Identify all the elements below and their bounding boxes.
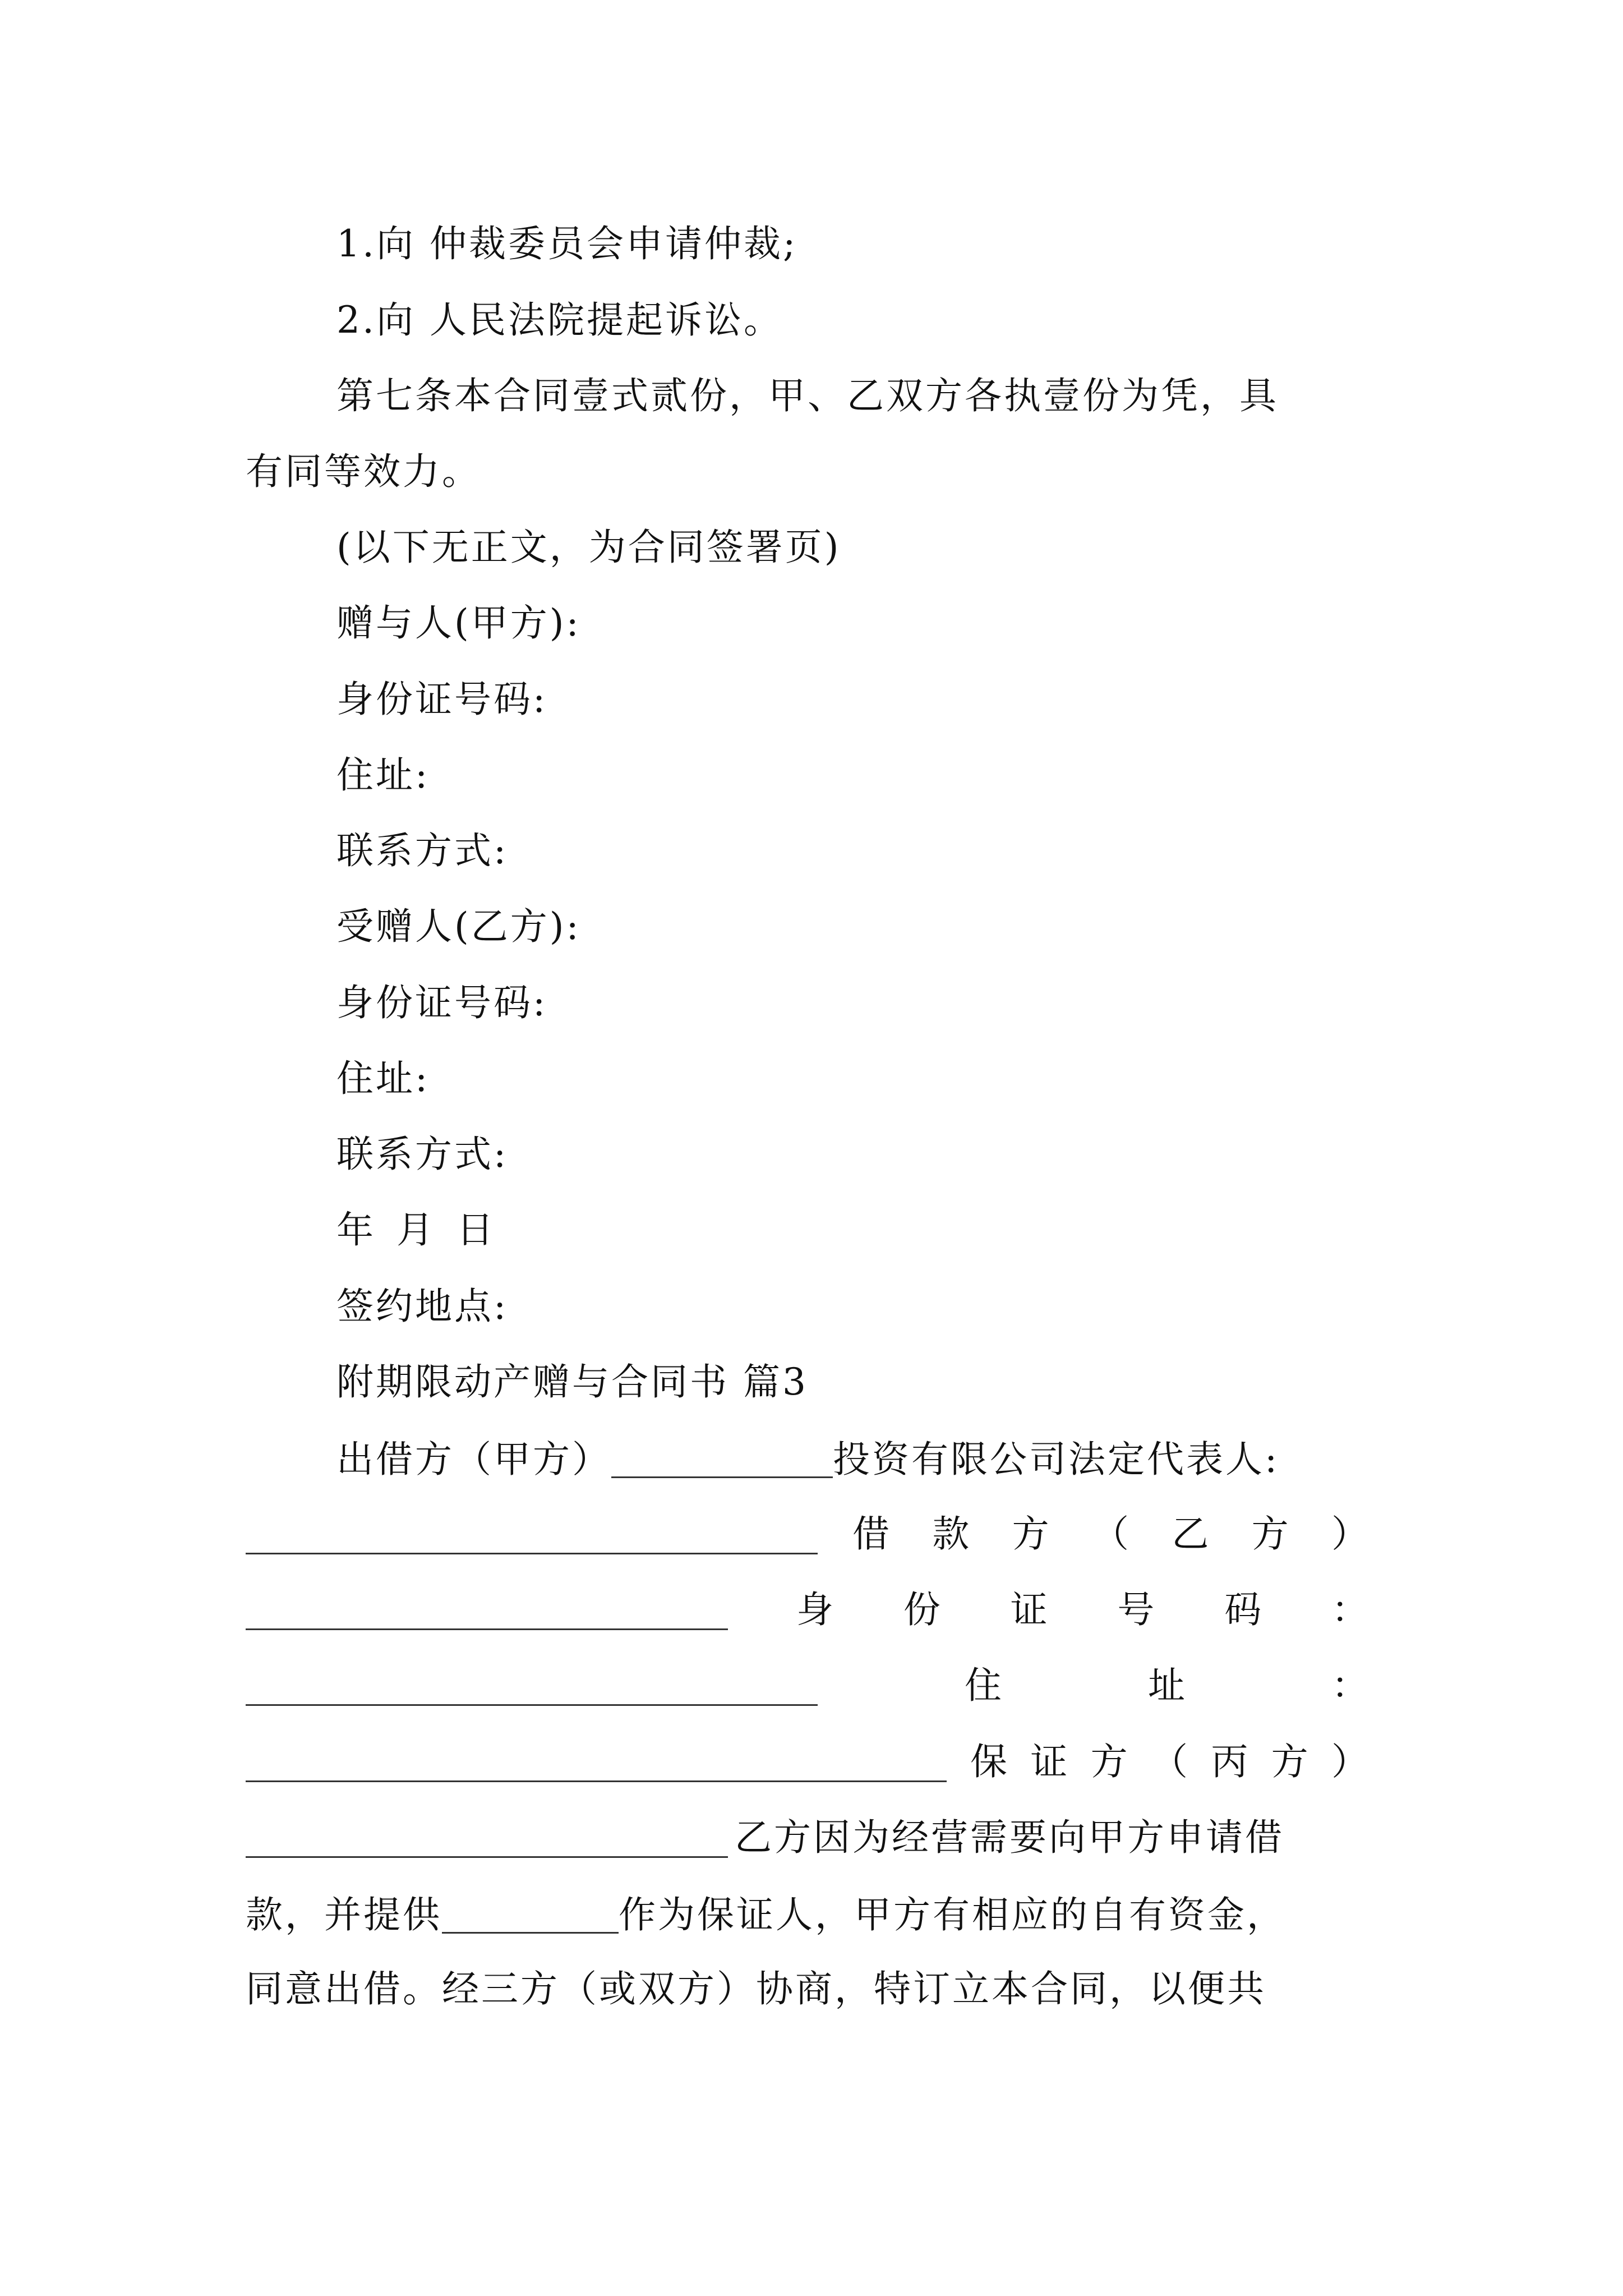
date-line: 年 月 日 — [336, 1208, 499, 1251]
donor-address-label: 住址: — [336, 753, 430, 797]
borrower-blank — [246, 1628, 728, 1630]
donee-label: 受赠人(乙方): — [336, 905, 581, 948]
clause-arbitration: 1.向 仲裁委员会申请仲裁; — [336, 222, 798, 265]
clause-litigation: 2.向 人民法院提起诉讼。 — [336, 298, 783, 342]
no-body-note: (以下无正文，为合同签署页) — [336, 526, 841, 569]
guarantor-blank — [246, 1856, 728, 1858]
borrower-address-label: 住 址 ： — [965, 1664, 1368, 1707]
lender-blank — [611, 1439, 833, 1478]
lender-suffix: 投资有限公司法定代表人: — [833, 1438, 1280, 1481]
borrower-id-blank — [246, 1704, 818, 1706]
donee-contact-label: 联系方式: — [336, 1133, 509, 1176]
section-heading: 附期限动产赠与合同书 篇3 — [336, 1360, 808, 1404]
loan-purpose-line: 乙方因为经营需要向甲方申请借 — [735, 1816, 1284, 1859]
agreement-line: 同意出借。经三方（或双方）协商，特订立本合同，以便共 — [246, 1967, 1266, 2010]
borrower-label: 借 款 方 （ 乙 方 ） — [852, 1512, 1368, 1556]
guarantor-provide-line: 款，并提供 作为保证人，甲方有相应的自有资金， — [246, 1893, 1286, 1936]
article-seven-line-2: 有同等效力。 — [246, 450, 481, 493]
lender-label: 出借方（甲方） — [336, 1438, 611, 1481]
donee-address-label: 住址: — [336, 1057, 430, 1100]
guarantor-name-blank — [442, 1895, 619, 1934]
donor-label: 赠与人(甲方): — [336, 601, 581, 645]
donor-id-label: 身份证号码: — [336, 678, 548, 721]
borrower-id-label: 身 份 证 号 码 ： — [796, 1588, 1368, 1631]
donee-id-label: 身份证号码: — [336, 981, 548, 1024]
guarantor-label: 保 证 方 （ 丙 方 ） — [970, 1740, 1368, 1783]
donor-contact-label: 联系方式: — [336, 829, 509, 872]
article-seven-line-1: 第七条本合同壹式贰份，甲、乙双方各执壹份为凭，具 — [336, 374, 1279, 417]
borrower-address-blank — [246, 1780, 947, 1782]
legal-rep-blank — [246, 1553, 818, 1554]
lender-line — [336, 1438, 1280, 1481]
signing-place-label: 签约地点: — [336, 1285, 509, 1328]
